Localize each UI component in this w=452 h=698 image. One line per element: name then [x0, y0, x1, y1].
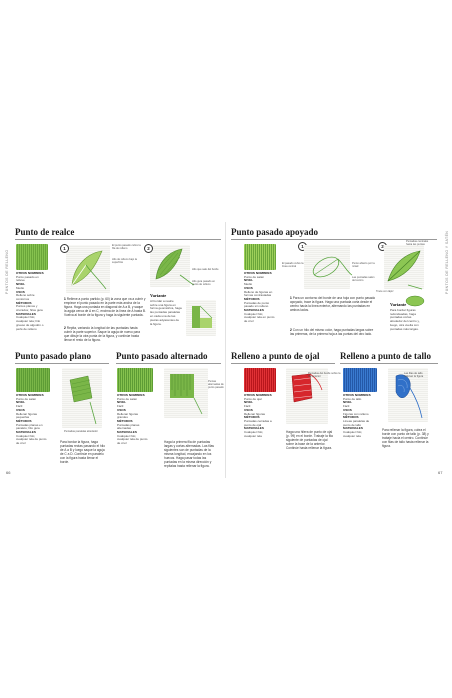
title-rule: [340, 363, 438, 364]
realce-variant-illustration: [186, 300, 216, 336]
tallo-callout-1: Las filas de tallo rellenan la figura: [404, 372, 424, 379]
apoyado-step1-number: 1: [298, 242, 307, 251]
realce-step-2: 2Repita, variando la longitud de las puntadas hasta cubrir la parte superior. Saque la aguja de nuevo para que dibuje la otra punta de la figura, y continúe hasta llenar el resto de la figura.: [64, 326, 141, 342]
tallo-info: OTROS NOMBRES Punto de tallo NIVEL Fácil USOS Figuras con relleno MÉTODOS Líneas paralelas de punto de tallo MATERIALES Cualquier hilo; cualquier tela: [343, 393, 371, 438]
realce-callout-2: Hilo de relleno bajo la superficie: [112, 258, 137, 265]
realce-step1-illustration: [66, 245, 110, 293]
page-number-left: 66: [6, 470, 11, 475]
section-title-tallo: Relleno a punto de tallo: [340, 351, 432, 361]
section-title-apoyado: Punto pasado apoyado: [231, 227, 319, 237]
realce-step1-number: 1: [60, 244, 69, 253]
ojal-step: Haga una hilera de punto de ojal (p. 99) en el borde. Trabaje la fila siguiente de puntadas de ojal sobre la base de la anterior. Continúe hasta rellenar la figura.: [286, 430, 333, 450]
title-rule: [116, 363, 221, 364]
ojal-swatch: [244, 368, 276, 392]
plano-illustration: [62, 368, 102, 428]
apoyado-step1-illustration: [304, 245, 350, 289]
tallo-swatch: [343, 368, 377, 392]
ojal-callout-1: Puntadas del borde sobre la fila anterior: [308, 372, 341, 379]
realce-swatch: [16, 244, 48, 270]
right-side-tab: PUNTOS DE RELLENO Y SATÉN: [445, 230, 449, 294]
alternado-step: Haga la primera fila de puntadas largas y cortas alternadas. Las filas siguientes son de puntadas de la misma longitud, encajando en los huecos. Haga pasar todas las puntadas en la misma dirección y repítalas hasta rellenar la figura.: [164, 440, 214, 468]
apoyado-callout-1: El pasado cubre la línea central: [282, 262, 304, 269]
alternado-callout-1: Puntas alternadas de punto pasado: [208, 380, 224, 390]
apoyado-callout-4: Puntadas centrales hacia las puntas: [406, 240, 429, 247]
alternado-illustration: [164, 368, 208, 418]
page-number-right: 67: [438, 470, 443, 475]
apoyado-step-2: 2Con un hilo del mismo color, haga puntadas largas sobre las primeras, de la primera hoja a las puntas del otro lado.: [290, 328, 374, 336]
apoyado-swatch: [244, 244, 276, 270]
plano-callout-1: Puntadas paralelas alrededor: [64, 430, 98, 433]
apoyado-step2-number: 2: [378, 242, 387, 251]
apoyado-callout-2: Punto abierto por la mitad: [352, 262, 375, 269]
section-title-plano: Punto pasado plano: [15, 351, 92, 361]
apoyado-variant: Variante Para bordar figuras redondeadas, haga puntadas cortas alrededor del centro y, luego, otra vuelta con puntadas más largas.: [390, 302, 420, 331]
realce-step2-illustration: [150, 245, 190, 287]
section-title-ojal: Relleno a punto de ojal: [231, 351, 320, 361]
realce-callout-4: Hilo guía pasado en punto de relleno: [192, 280, 216, 287]
realce-variant: Variante Al bordar a realce sobre una figura en forma geométrica, haga las puntadas paralelas en cada una de las piezas adyacentes de la figura.: [150, 293, 182, 326]
realce-callout-3: Hilo que sale del borde: [192, 268, 219, 271]
title-rule: [15, 239, 221, 240]
ojal-info: OTROS NOMBRES Punto de ojal NIVEL Fácil USOS Rellenar figuras MÉTODOS Puntadas cerradas a punto de ojal MATERIALES Cualquier hilo; cualquier tela: [244, 393, 272, 438]
plano-step: Para bordar la figura, haga puntadas rectas pasando el hilo de A a B y luego saque la aguja de C a D. Continúe en paralelo con la figura hasta llenar el borde.: [60, 440, 106, 464]
apoyado-info: OTROS NOMBRES Punto de satén NIVEL Medio USOS Relleno de figuras en formas contrastadas MÉTODOS Puntadas de punto pasado sin relleno MATERIALES Cualquier hilo; cualquier tela en punto de cruz: [244, 271, 275, 324]
apoyado-variant-illustration: [404, 294, 426, 308]
apoyado-step2-illustration: [384, 245, 424, 289]
title-rule: [15, 363, 109, 364]
section-title-realce: Punto de realce: [15, 227, 75, 237]
realce-step-1: 1Rellene a punto partido (p. 60) la zona que va a cubrir y empiece el punto pasado en la parte más ancha de la figura. Haga una puntada en diagonal de A a B, y saque la aguja cerca de A en C, encima de la línea de A hasta B. Vuelva al borde de la figura y haga la siguiente puntada.: [64, 297, 146, 317]
gutter-divider: [225, 222, 226, 478]
plano-info: OTROS NOMBRES Punto de satén NIVEL Fácil USOS Rellenar figuras pequeñas MÉTODOS Puntadas planas en paralelo; hilo guía MATERIALES Cualquier hilo; cualquier tela de punto de cruz: [16, 393, 47, 446]
apoyado-callout-3: Las puntadas salen del centro: [352, 276, 375, 283]
apoyado-callout-5: Trace con lápiz: [376, 290, 394, 293]
realce-step2-number: 2: [144, 244, 153, 253]
apoyado-step-1: 1Para un contorno del borde de una hoja con punto pasado apoyado, trace la figura. Haga una puntada corta desde el centro hacia la línea exterior, alternando las puntadas en ambos lados.: [290, 296, 376, 312]
title-rule: [231, 363, 335, 364]
plano-swatch: [16, 368, 50, 392]
alternado-info: OTROS NOMBRES Punto de satén NIVEL Fácil USOS Rellenar figuras grandes MÉTODOS Puntadas planas alternadas MATERIALES Cualquier hilo; cualquier tela de punto de cruz: [117, 393, 148, 446]
section-title-alternado: Punto pasado alternado: [116, 351, 208, 361]
tallo-step: Para rellenar la figura, cubra el borde con punto de tallo (p. 38) y trabaje hacia el centro. Continúe con filas de tallo hasta rellenar la figura.: [382, 428, 429, 448]
realce-info: OTROS NOMBRES Punto pasado en relieve NIVEL Medio USOS Relleno sobre contornos MÉTODOS Puntos planos y cruzados; hilos guía MATERIALES Cualquier hilo; cualquier tela; hilo grueso de algodón o perlé de relleno: [16, 271, 44, 331]
left-side-tab: PUNTOS DE RELLENO: [5, 249, 9, 294]
realce-callout-1: El punto pasado cubre la fila de relleno: [112, 244, 141, 251]
alternado-swatch: [117, 368, 153, 392]
